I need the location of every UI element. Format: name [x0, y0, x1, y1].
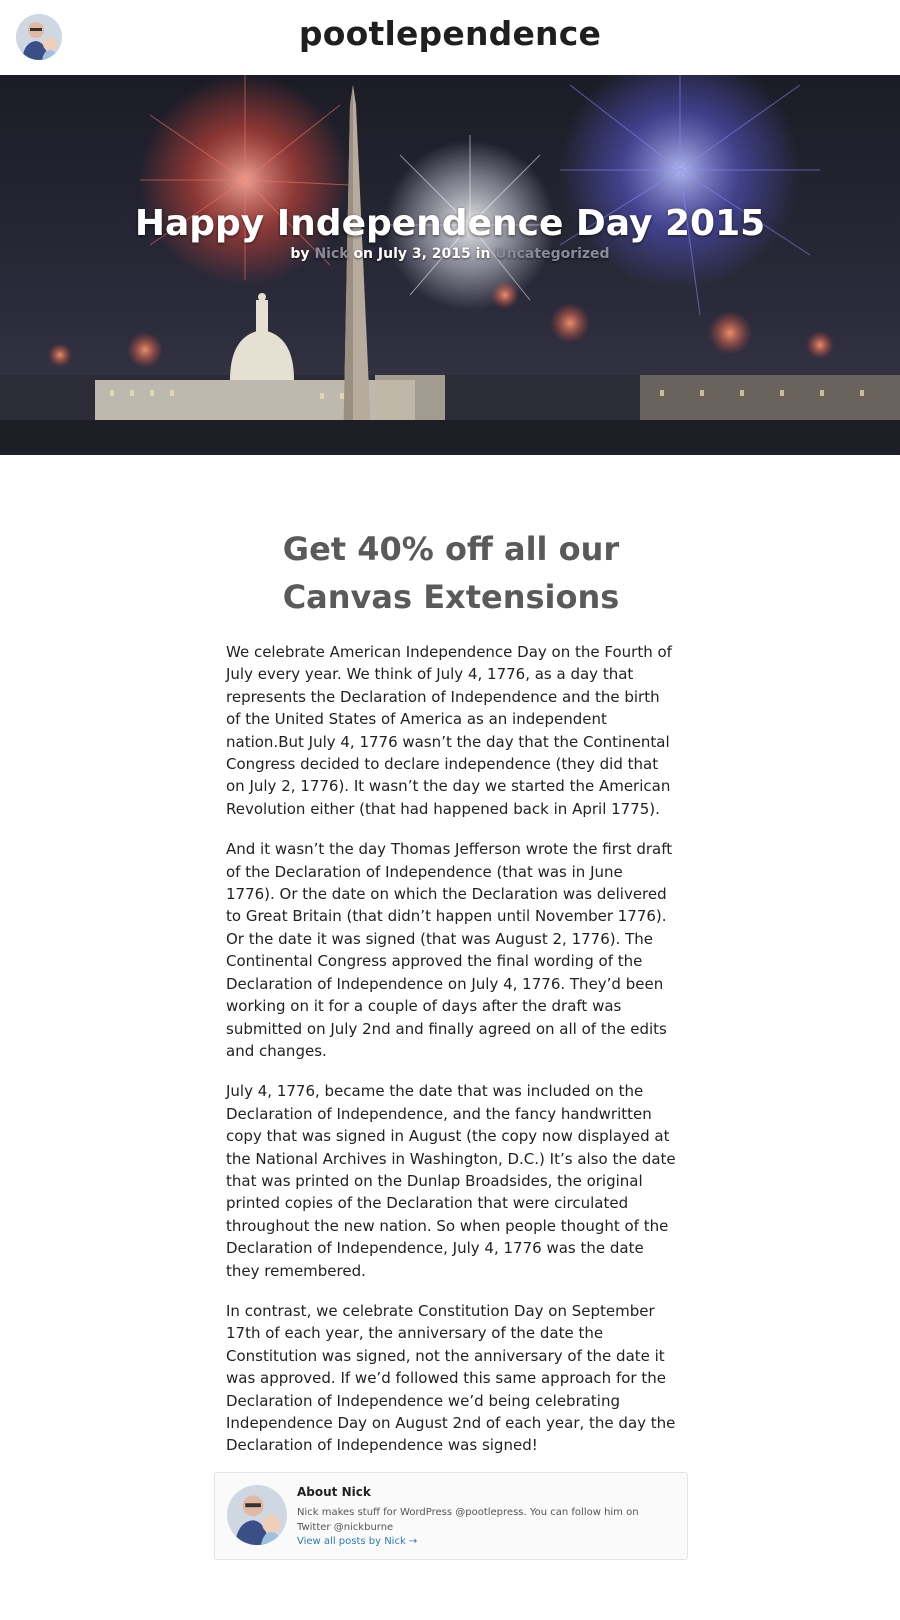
author-bio: Nick makes stuff for WordPress @pootlepress. You can follow him on Twitter @nickburne: [297, 1507, 639, 1533]
author-box-title: About Nick: [297, 1485, 371, 1499]
post-paragraph-1: We celebrate American Independence Day on the Fourth of July every year. We think of July 4, 1776, as a day that represents the Declaration of Independence and the birth of the United States of America as an independent nation.But July 4, 1776 wasn’t the day that the Continental Congress decided to declare independence (they did that on July 2, 1776). It wasn’t the day we started the American Revolution either (that had happened back in April 1775).: [226, 643, 672, 818]
site-header: [0, 0, 900, 76]
meta-by-label: by: [290, 246, 310, 262]
post-paragraph-2: And it wasn’t the day Thomas Jefferson wrote the first draft of the Declaration of Independence (that was in June 1776). Or the date on which the Declaration was delivered to Great Britain (that didn’t happen until November 1776). Or the date it was signed (that was August 2, 1776). The Continental Congress approved the final wording of the Declaration of Independence on July 4, 1776. They’d been working on it for a couple of days after the draft was submitted on July 2nd and finally agreed on all of the edits and changes.: [226, 840, 673, 1060]
post-paragraph-4: In contrast, we celebrate Constitution Day on September 17th of each year, the anniversary of the date the Constitution was signed, not the anniversary of the date it was approved. If we’d followed this same approach for the Declaration of Independence we’d being celebrating Independence Day on August 2nd of each year, the day the Declaration of Independence was signed!: [226, 1301, 676, 1455]
post-meta: [0, 246, 900, 262]
fireworks-cityscape-image: [0, 75, 900, 455]
author-link[interactable]: Nick: [314, 246, 349, 262]
meta-date: on July 3, 2015 in: [353, 246, 491, 262]
category-link[interactable]: Uncategorized: [495, 246, 610, 262]
author-box: [214, 1472, 688, 1560]
author-avatar: [227, 1485, 287, 1545]
post-paragraph-3: July 4, 1776, became the date that was included on the Declaration of Independence, and the fancy handwritten copy that was signed in August (the copy now displayed at the National Archives in Washington, D.C.) It’s also the date that was printed on the Dunlap Broadsides, the original printed copies of the Declaration that were circulated throughout the new nation. So when people thought of the Declaration of Independence, July 4, 1776 was the date they remembered.: [226, 1082, 676, 1280]
avatar-icon: [227, 1485, 287, 1545]
view-all-posts-link[interactable]: View all posts by Nick →: [297, 1536, 418, 1547]
post-content: [226, 525, 676, 1475]
hero-banner: [0, 75, 900, 455]
site-title[interactable]: pootlependence: [298, 14, 602, 53]
post-heading: Get 40% off all our Canvas Extensions: [282, 530, 620, 616]
post-title: Happy Independence Day 2015: [134, 203, 766, 244]
